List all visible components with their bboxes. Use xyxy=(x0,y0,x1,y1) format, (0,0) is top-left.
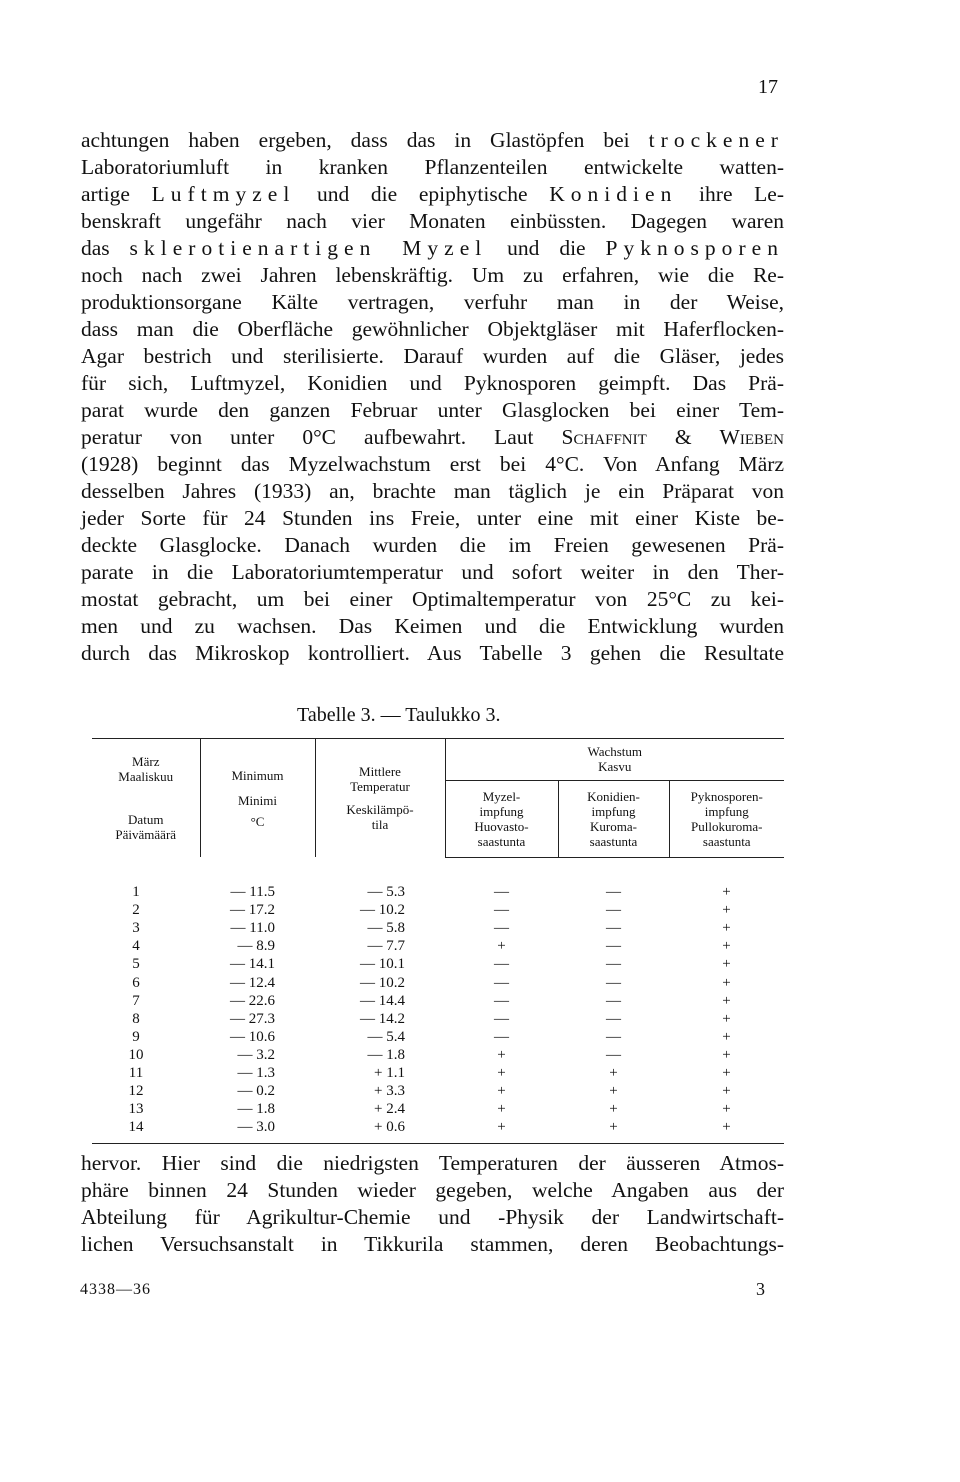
cell-myzel: — xyxy=(494,974,509,991)
head-keskilampotila-2: tila xyxy=(371,817,389,832)
text-run: Agar bestrich und sterilisierte. Darauf wurden auf die Gläser, jedes xyxy=(81,344,784,368)
table-row xyxy=(92,857,784,902)
cell-minimum: — 11.0 xyxy=(230,920,275,937)
head-minimum: Minimum xyxy=(231,767,284,783)
text-run: Laboratoriumluft in kranken Pflanzenteilen entwickelte watten- xyxy=(81,155,784,179)
text-line xyxy=(81,640,784,667)
text-run: durch das Mikroskop kontrolliert. Aus Tabelle 3 gehen die Resultate xyxy=(81,641,784,665)
cell-datum: 4 xyxy=(132,938,140,955)
text-run: lichen Versuchsanstalt in Tikkurila stammen, deren Beobachtungs- xyxy=(81,1232,784,1256)
cell-konidien: — xyxy=(606,956,621,973)
cell-pyknosporen: + xyxy=(722,920,731,937)
col-head-konidien xyxy=(558,780,669,857)
cell-myzel: + xyxy=(497,1046,506,1063)
cell-minimum: — 17.2 xyxy=(230,902,275,919)
cell-myzel: + xyxy=(497,1101,506,1118)
text-line xyxy=(81,289,784,316)
cell-mittlere: — 5.8 xyxy=(367,920,405,937)
text-run: artige xyxy=(81,182,152,206)
cell-myzel: — xyxy=(494,1028,509,1045)
cell-minimum: — 22.6 xyxy=(230,992,275,1009)
cell-mittlere: — 7.7 xyxy=(367,938,405,955)
cell-pyknosporen: + xyxy=(722,956,731,973)
text-run: hervor. Hier sind die niedrigsten Temperaturen der äusseren Atmos- xyxy=(81,1151,784,1175)
paragraph-1 xyxy=(81,127,784,667)
cell-datum: 9 xyxy=(132,1028,140,1045)
text-run: Luftmyzel xyxy=(151,182,296,206)
cell-myzel: — xyxy=(494,902,509,919)
text-run: noch nach zwei Jahren lebenskräftig. Um zu erfahren, wie die Re- xyxy=(81,263,784,287)
cell-mittlere: — 14.2 xyxy=(360,1010,405,1027)
text-run: Konidien xyxy=(549,182,678,206)
cell-pyknosporen: + xyxy=(722,1046,731,1063)
table-row xyxy=(92,974,784,992)
head-unit-c: °C xyxy=(250,813,265,829)
text-run: & xyxy=(646,425,720,449)
cell-pyknosporen: + xyxy=(722,884,731,901)
cell-myzel: — xyxy=(494,884,509,901)
text-run: produktionsorgane Kälte vertragen, verfuhr man in der Weise, xyxy=(81,290,784,314)
cell-datum: 2 xyxy=(132,902,140,919)
table-row xyxy=(92,1064,784,1082)
cell-mittlere: — 5.3 xyxy=(367,883,405,900)
text-run: für sich, Luftmyzel, Konidien und Pyknosporen geimpft. Das Prä- xyxy=(81,371,784,395)
cell-datum: 11 xyxy=(128,1064,144,1081)
cell-mittlere: — 10.2 xyxy=(360,902,405,919)
footer-code: 4338—36 xyxy=(80,1281,151,1298)
head-pykno-2: impfung xyxy=(704,803,749,819)
cell-myzel: + xyxy=(497,1083,506,1100)
text-run: parate in die Laboratoriumtemperatur und sofort weiter in den Ther- xyxy=(81,560,784,584)
cell-minimum: — 14.1 xyxy=(230,956,275,973)
cell-datum: 7 xyxy=(132,992,140,1009)
text-run: benskraft ungefähr nach vier Monaten einbüssten. Dagegen waren xyxy=(81,209,784,233)
cell-pyknosporen: + xyxy=(722,974,731,991)
head-konidien-2: impfung xyxy=(591,803,636,819)
cell-minimum: — 11.5 xyxy=(230,883,275,900)
cell-myzel: + xyxy=(497,1064,506,1081)
cell-minimum: — 1.3 xyxy=(237,1064,275,1081)
head-wachstum: Wachstum xyxy=(587,744,643,760)
text-line xyxy=(81,586,784,613)
head-maaliskuu: Maaliskuu xyxy=(118,769,174,784)
text-run: Pyknosporen xyxy=(605,236,784,260)
cell-minimum: — 0.2 xyxy=(237,1083,275,1100)
cell-datum: 6 xyxy=(132,974,140,991)
cell-mittlere: — 10.1 xyxy=(360,956,405,973)
text-line xyxy=(81,559,784,586)
text-line xyxy=(81,1150,784,1177)
text-line xyxy=(81,235,784,262)
cell-mittlere: — 14.4 xyxy=(360,992,405,1009)
cell-pyknosporen: + xyxy=(669,1119,784,1144)
page-number: 17 xyxy=(758,76,778,98)
cell-mittlere: + 3.3 xyxy=(374,1083,405,1100)
text-run: mostat gebracht, um bei einer Optimaltemperatur von 25°C zu kei- xyxy=(81,587,784,611)
text-line xyxy=(81,181,784,208)
text-line xyxy=(81,370,784,397)
head-konidien-3: Kuroma- xyxy=(590,818,637,834)
head-pykno-1: Pyknosporen- xyxy=(690,788,763,804)
text-run: dass man die Oberfläche gewöhnlicher Objektgläser mit Haferflocken- xyxy=(81,317,784,341)
cell-datum: 14 xyxy=(92,1119,200,1144)
cell-myzel: + xyxy=(445,1119,558,1144)
table-row xyxy=(92,1119,784,1144)
text-run: (1928) beginnt das Myzelwachstum erst bei 4°C. Von Anfang März xyxy=(81,452,784,476)
text-run: jeder Sorte für 24 Stunden ins Freie, unter eine mit einer Kiste be- xyxy=(81,506,784,530)
cell-datum: 13 xyxy=(128,1101,144,1118)
head-datum: Datum xyxy=(128,812,164,827)
text-run: das xyxy=(81,236,130,260)
head-pykno-3: Pullokuroma- xyxy=(691,818,763,834)
col-head-minimum xyxy=(200,739,315,858)
text-run: trockener xyxy=(648,128,784,152)
cell-mittlere: + 1.1 xyxy=(374,1064,405,1081)
cell-minimum: — 1.8 xyxy=(237,1101,275,1118)
head-myzel-3: Huovasto- xyxy=(474,818,529,834)
cell-mittlere: — 10.2 xyxy=(360,974,405,991)
cell-konidien: — xyxy=(606,1010,621,1027)
cell-minimum: — 8.9 xyxy=(237,938,275,955)
text-run: und die epiphytische xyxy=(295,182,550,206)
text-run: Wieben xyxy=(719,425,784,449)
text-run: Schaffnit xyxy=(561,425,647,449)
table-row xyxy=(92,920,784,938)
cell-konidien: — xyxy=(606,974,621,991)
cell-mittlere: — 5.4 xyxy=(367,1028,405,1045)
head-myzel-1: Myzel- xyxy=(482,788,521,804)
text-line xyxy=(81,208,784,235)
cell-minimum: — 3.2 xyxy=(237,1046,275,1063)
text-line xyxy=(81,505,784,532)
table-caption: Tabelle 3. — Taulukko 3. xyxy=(297,704,501,726)
head-marz: März xyxy=(132,754,160,769)
cell-datum: 1 xyxy=(132,883,140,900)
table-row xyxy=(92,992,784,1010)
cell-konidien: + xyxy=(609,1083,618,1100)
text-line xyxy=(81,316,784,343)
text-run: ihre Le- xyxy=(677,182,784,206)
head-konidien-4: saastunta xyxy=(589,833,638,849)
cell-mittlere: + 0.6 xyxy=(315,1119,445,1144)
head-mittlere-2: Temperatur xyxy=(350,779,410,794)
data-table xyxy=(92,738,784,1144)
cell-konidien: — xyxy=(606,884,621,901)
table-row xyxy=(92,1046,784,1064)
cell-konidien: + xyxy=(558,1119,669,1144)
text-line xyxy=(81,1177,784,1204)
cell-myzel: + xyxy=(497,938,506,955)
text-run: desselben Jahres (1933) an, brachte man täglich je ein Präparat von xyxy=(81,479,784,503)
head-paivamaara: Päivämäärä xyxy=(115,827,177,842)
text-run: und die xyxy=(487,236,606,260)
table-row xyxy=(92,956,784,974)
cell-konidien: + xyxy=(609,1064,618,1081)
cell-konidien: — xyxy=(606,920,621,937)
cell-datum: 10 xyxy=(128,1046,144,1063)
table-row xyxy=(92,902,784,920)
paragraph-2 xyxy=(81,1150,784,1258)
text-run: phäre binnen 24 Stunden wieder gegeben, welche Angaben aus der xyxy=(81,1178,784,1202)
head-keskilampotila-1: Keskilämpö- xyxy=(346,802,414,817)
cell-datum: 8 xyxy=(132,1010,140,1027)
head-myzel-4: saastunta xyxy=(477,833,526,849)
text-line xyxy=(81,397,784,424)
text-run: Abteilung für Agrikultur-Chemie und -Physik der Landwirtschaft- xyxy=(81,1205,784,1229)
cell-pyknosporen: + xyxy=(722,1101,731,1118)
col-head-myzel xyxy=(445,780,558,857)
cell-datum: 12 xyxy=(128,1083,144,1100)
cell-minimum: — 3.0 xyxy=(200,1119,315,1144)
text-run: achtungen haben ergeben, dass das in Glastöpfen bei xyxy=(81,128,649,152)
cell-konidien: + xyxy=(609,1101,618,1118)
cell-pyknosporen: + xyxy=(722,1083,731,1100)
head-konidien-1: Konidien- xyxy=(587,788,640,804)
text-line xyxy=(81,424,784,451)
col-head-datum xyxy=(92,739,200,858)
cell-konidien: — xyxy=(606,1046,621,1063)
col-head-mittlere xyxy=(315,739,445,858)
text-line xyxy=(81,613,784,640)
table-row xyxy=(92,1083,784,1101)
text-line xyxy=(81,1231,784,1258)
cell-minimum: — 27.3 xyxy=(230,1010,275,1027)
text-line xyxy=(81,343,784,370)
col-head-pyknosporen xyxy=(669,780,784,857)
cell-konidien: — xyxy=(606,992,621,1009)
text-line xyxy=(81,1204,784,1231)
text-line xyxy=(81,154,784,181)
cell-datum: 5 xyxy=(132,956,140,973)
text-run: parat wurde den ganzen Februar unter Glasglocken bei einer Tem- xyxy=(81,398,784,422)
text-line xyxy=(81,127,784,154)
cell-pyknosporen: + xyxy=(722,902,731,919)
cell-myzel: — xyxy=(494,956,509,973)
cell-konidien: — xyxy=(606,938,621,955)
head-mittlere-1: Mittlere xyxy=(359,764,401,779)
head-myzel-2: impfung xyxy=(479,803,524,819)
cell-minimum: — 12.4 xyxy=(230,974,275,991)
cell-pyknosporen: + xyxy=(722,938,731,955)
cell-myzel: — xyxy=(494,992,509,1009)
cell-mittlere: — 1.8 xyxy=(367,1046,405,1063)
head-minimi: Minimi xyxy=(237,792,277,808)
cell-konidien: — xyxy=(606,902,621,919)
cell-pyknosporen: + xyxy=(722,1010,731,1027)
cell-myzel: — xyxy=(494,920,509,937)
cell-pyknosporen: + xyxy=(722,1064,731,1081)
text-line xyxy=(81,532,784,559)
cell-pyknosporen: + xyxy=(722,1028,731,1045)
table-body xyxy=(92,857,784,1143)
text-line xyxy=(81,478,784,505)
table-row xyxy=(92,1101,784,1119)
footer-sheet-number: 3 xyxy=(756,1279,765,1299)
head-kasvu: Kasvu xyxy=(598,759,632,775)
text-line xyxy=(81,262,784,289)
text-run: sklerotienartigen Myzel xyxy=(129,236,488,260)
cell-myzel: — xyxy=(494,1010,509,1027)
cell-pyknosporen: + xyxy=(722,992,731,1009)
cell-minimum: — 10.6 xyxy=(230,1028,275,1045)
cell-datum: 3 xyxy=(132,920,140,937)
col-head-wachstum xyxy=(445,739,784,781)
table-row xyxy=(92,1010,784,1028)
text-line xyxy=(81,451,784,478)
text-run: peratur von unter 0°C aufbewahrt. Laut xyxy=(81,425,562,449)
text-run: deckte Glasglocke. Danach wurden die im Freien gewesenen Prä- xyxy=(81,533,784,557)
cell-mittlere: + 2.4 xyxy=(374,1101,405,1118)
text-run: men und zu wachsen. Das Keimen und die Entwicklung wurden xyxy=(81,614,784,638)
table-row xyxy=(92,938,784,956)
cell-konidien: — xyxy=(606,1028,621,1045)
head-pykno-4: saastunta xyxy=(702,833,751,849)
table-row xyxy=(92,1028,784,1046)
